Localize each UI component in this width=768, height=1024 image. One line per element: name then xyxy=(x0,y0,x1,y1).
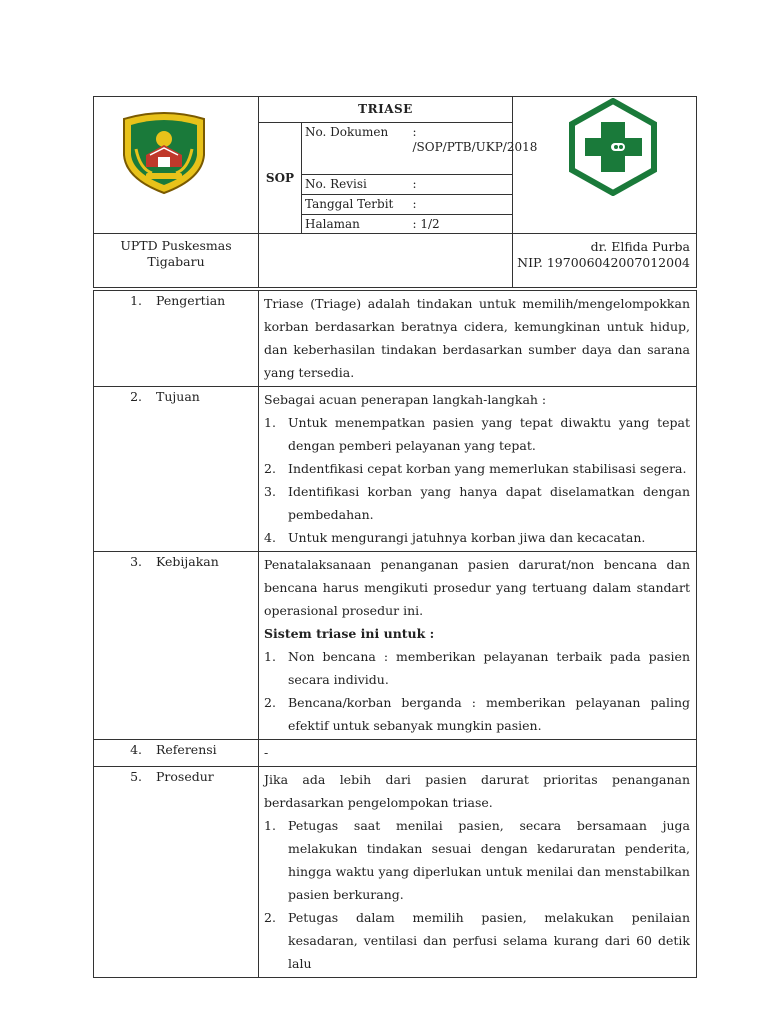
sop-label: SOP xyxy=(259,123,302,234)
meta-label-issue-date: Tanggal Terbit xyxy=(302,195,410,215)
procedure-intro: Jika ada lebih dari pasien darurat prioritas penanganan berdasarkan pengelompokan triase. xyxy=(264,772,690,810)
section-row-kebijakan xyxy=(94,552,697,740)
section-number: 5. xyxy=(130,769,142,784)
policy-list xyxy=(264,645,690,737)
meta-value-doc-number: : /SOP/PTB/UKP/2018 xyxy=(410,123,513,175)
objective-intro: Sebagai acuan penerapan langkah-langkah : xyxy=(264,392,547,407)
policy-text: Penatalaksanaan penanganan pasien darurat/non bencana dan bencana harus mengikuti prosedur yang tertuang dalam standart operasional prosedur ini. xyxy=(264,557,690,618)
section-label-cell xyxy=(94,291,259,387)
signer-name: dr. Elfida Purba xyxy=(590,239,690,254)
signer-nip: NIP. 197006042007012004 xyxy=(517,255,690,270)
list-item: 2. Indentfikasi cepat korban yang memerlukan stabilisasi segera. xyxy=(264,461,687,476)
puskesmas-cross-logo-icon xyxy=(566,98,660,196)
section-content xyxy=(259,767,697,978)
section-content xyxy=(259,291,697,387)
policy-subheading: Sistem triase ini untuk : xyxy=(264,626,435,641)
meta-label-page: Halaman xyxy=(302,215,410,234)
list-item: 1. Untuk menempatkan pasien yang tepat diwaktu yang tepat dengan pemberi pelayanan yang tepat. xyxy=(264,415,690,453)
section-label-cell xyxy=(94,387,259,552)
section-label-cell xyxy=(94,740,259,767)
regional-emblem-cell xyxy=(94,97,259,234)
regency-emblem-icon xyxy=(118,109,210,195)
section-number: 1. xyxy=(130,293,142,308)
section-content xyxy=(259,552,697,740)
section-number: 3. xyxy=(130,554,142,569)
section-label-cell xyxy=(94,552,259,740)
list-item: 3. Identifikasi korban yang hanya dapat diselamatkan dengan pembedahan. xyxy=(264,484,690,522)
meta-value-page: : 1/2 xyxy=(410,215,513,234)
meta-label-doc-number: No. Dokumen xyxy=(302,123,410,175)
procedure-list xyxy=(264,814,690,975)
section-label: Prosedur xyxy=(156,769,214,784)
section-label-cell xyxy=(94,767,259,978)
definition-text: Triase (Triage) adalah tindakan untuk memilih/mengelompokkan korban berdasarkan beratnya cidera, kemungkinan untuk hidup, dan keberhasilan tindakan berdasarkan sumber daya dan sarana yang tersedia. xyxy=(264,296,690,380)
blank-signature-cell xyxy=(259,234,513,288)
organization-name: UPTD Puskesmas Tigabaru xyxy=(94,234,259,288)
health-logo-cell xyxy=(513,97,697,234)
section-number: 4. xyxy=(130,742,142,757)
list-item: 2. Bencana/korban berganda : memberikan pelayanan paling efektif untuk sebanyak mungkin pasien. xyxy=(264,695,690,733)
list-item: 4. Untuk mengurangi jatuhnya korban jiwa dan kecacatan. xyxy=(264,530,646,545)
list-item: 2. Petugas dalam memilih pasien, melakukan penilaian kesadaran, ventilasi dan perfusi selama kurang dari 60 detik lalu xyxy=(264,910,690,971)
section-number: 2. xyxy=(130,389,142,404)
section-label: Referensi xyxy=(156,742,217,757)
section-content xyxy=(259,387,697,552)
objective-list xyxy=(264,411,690,549)
section-content xyxy=(259,740,697,767)
meta-value-issue-date: : xyxy=(410,195,513,215)
list-item: 1. Petugas saat menilai pasien, secara bersamaan juga melakukan tindakan sesuai dengan kedaruratan penderita, hingga waktu yang diperlukan untuk menilai dan menstabilkan pasien berkurang. xyxy=(264,818,690,902)
meta-label-revision: No. Revisi xyxy=(302,175,410,195)
signer-block xyxy=(513,234,697,288)
section-label: Pengertian xyxy=(156,293,226,308)
list-item: 1. Non bencana : memberikan pelayanan terbaik pada pasien secara individu. xyxy=(264,649,690,687)
section-row-prosedur xyxy=(94,767,697,978)
meta-value-revision: : xyxy=(410,175,513,195)
section-row-tujuan xyxy=(94,387,697,552)
section-row-pengertian xyxy=(94,291,697,387)
reference-text: - xyxy=(264,745,269,760)
section-row-referensi xyxy=(94,740,697,767)
sop-content-table xyxy=(93,290,697,978)
section-label: Kebijakan xyxy=(156,554,219,569)
document-title: TRIASE xyxy=(259,97,513,123)
section-label: Tujuan xyxy=(156,389,200,404)
sop-header-table xyxy=(93,96,697,288)
